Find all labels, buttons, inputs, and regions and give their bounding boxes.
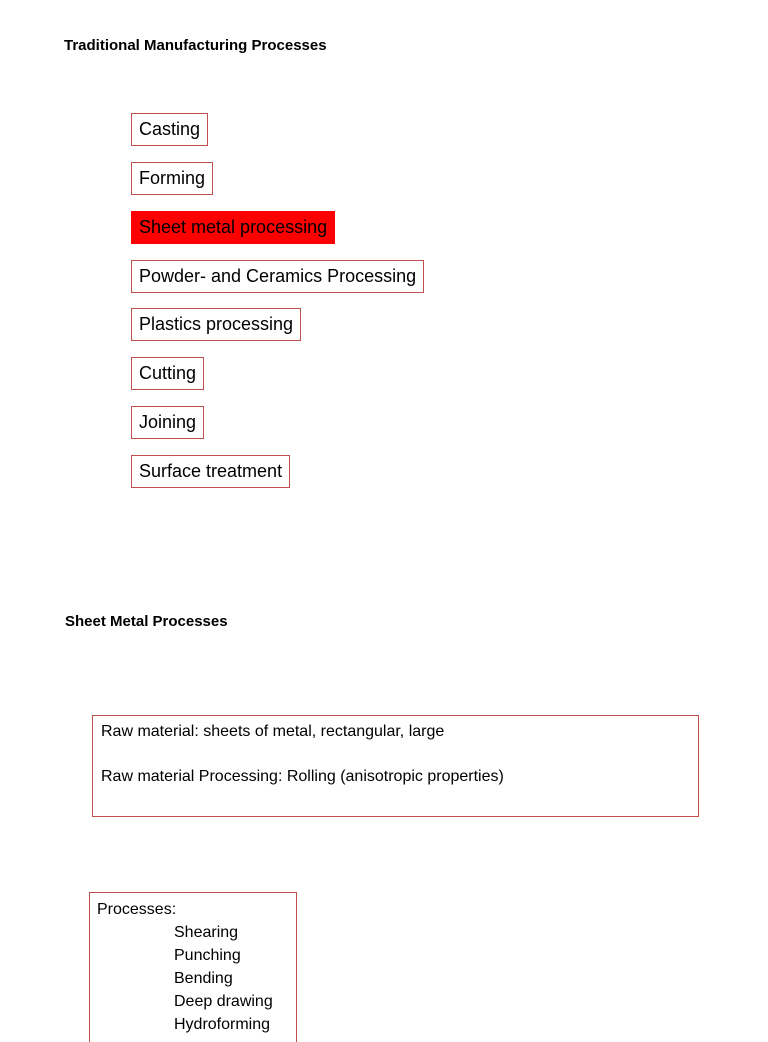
processes-list-box [89, 892, 297, 1042]
process-item: Shearing [174, 924, 239, 941]
process-box-plastics: Plastics processing [131, 308, 301, 341]
process-box-surface-treatment: Surface treatment [131, 455, 290, 488]
process-item: Bending [174, 970, 233, 987]
process-item: Punching [174, 947, 241, 964]
process-box-forming: Forming [131, 162, 213, 195]
process-box-joining: Joining [131, 406, 204, 439]
raw-processing-text: Raw material Processing: Rolling (anisotropic properties) [101, 768, 504, 785]
process-box-sheet-metal-highlighted: Sheet metal processing [131, 211, 335, 244]
raw-material-text: Raw material: sheets of metal, rectangular, large [101, 723, 445, 740]
raw-material-box [92, 715, 699, 817]
traditional-processes-heading: Traditional Manufacturing Processes [64, 37, 327, 54]
processes-title: Processes: [97, 901, 177, 918]
sheet-metal-processes-heading: Sheet Metal Processes [65, 613, 228, 630]
process-box-casting: Casting [131, 113, 208, 146]
process-item: Hydroforming [174, 1016, 271, 1033]
process-item: Deep drawing [174, 993, 273, 1010]
process-box-powder-ceramics: Powder- and Ceramics Processing [131, 260, 424, 293]
process-box-cutting: Cutting [131, 357, 204, 390]
